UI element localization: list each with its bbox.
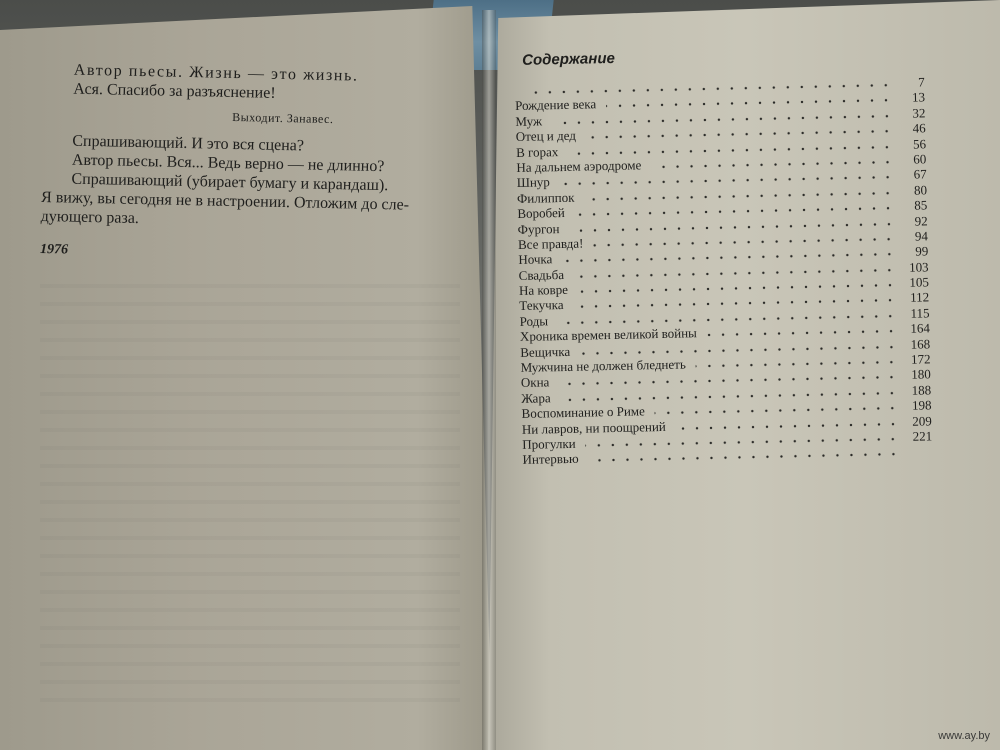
toc-entry-title: Шнур — [516, 174, 550, 191]
toc-entry-page: 7 — [918, 74, 925, 90]
toc-entry-page: 180 — [911, 366, 931, 383]
toc-entry-title: Муж — [515, 113, 543, 129]
toc-entry-title: Окна — [520, 374, 550, 391]
toc-entry-title: Текучка — [519, 297, 564, 314]
toc-entry-title: Воробей — [517, 205, 565, 222]
toc-leader-dots — [707, 329, 898, 337]
toc-entry-page: 115 — [910, 305, 930, 321]
toc-entry-page: 209 — [912, 412, 932, 429]
year-label: 1976 — [39, 241, 69, 258]
toc-entry-title: Отец и дед — [515, 127, 577, 145]
toc-entry-title: Фургон — [517, 220, 560, 237]
toc-entry-page: 32 — [912, 105, 926, 121]
toc-entry-title: Ночка — [518, 251, 553, 268]
toc-entry-title: Роды — [519, 313, 549, 329]
toc-entry-title: Ни лавров, ни поощрений — [521, 418, 666, 437]
toc-entry-title: На ковре — [518, 282, 569, 299]
toc-entry-page: 198 — [911, 397, 932, 413]
book-gutter — [482, 10, 496, 750]
text-line: Я вижу, вы сегодня не в настроении. Отложим до сле- — [40, 188, 410, 214]
toc-entry-page: 105 — [909, 274, 930, 290]
toc-entry-page: 56 — [912, 135, 927, 152]
left-page-text — [40, 60, 464, 268]
text-line: Спрашивающий (убирает бумагу и карандаш). — [71, 170, 389, 195]
speaker-line: Автор пьесы. Жизнь — это жизнь. — [73, 61, 359, 85]
toc-leader-dots — [696, 360, 899, 368]
toc-entry-page: 221 — [912, 428, 933, 444]
toc-entry-title: Воспоминание о Риме — [521, 403, 645, 422]
toc-entry-title: Рождение века — [514, 96, 597, 114]
toc-entry-page: 60 — [913, 151, 927, 167]
text-line: Спрашивающий. И это вся сцена? — [72, 132, 305, 155]
toc-entry-page: 99 — [915, 243, 929, 259]
stage-direction: Выходит. Занавес. — [232, 109, 334, 127]
bleed-through-text — [40, 270, 460, 710]
toc-entry-title: Хроника времен великой войны — [519, 325, 697, 345]
toc-entry-title: Интервью — [522, 451, 579, 468]
toc-title: Содержание — [521, 49, 616, 69]
toc-list — [515, 74, 933, 467]
toc-entry-page — [907, 456, 933, 457]
toc-entry-title: Свадьба — [518, 266, 565, 283]
toc-entry-page: 172 — [910, 351, 931, 367]
text-line: дующего раза. — [40, 207, 140, 228]
toc-entry-page: 164 — [910, 320, 931, 337]
text-line: Ася. Спасибо за разъяснение! — [73, 80, 276, 102]
toc-entry-page: 188 — [911, 382, 932, 398]
toc-entry-page: 67 — [913, 166, 927, 182]
toc-entry-title: Мужчина не должен бледнеть — [520, 356, 686, 375]
toc-entry-page: 94 — [914, 228, 929, 244]
toc-entry-page: 13 — [911, 89, 926, 106]
toc-entry-page: 85 — [914, 197, 928, 213]
text-line: Автор пьесы. Вся... Ведь верно — не длинно? — [71, 151, 385, 176]
toc-entry-title: В горах — [515, 143, 559, 160]
toc-entry-page: 92 — [914, 212, 928, 229]
toc-entry-page: 103 — [908, 259, 929, 275]
toc-entry-title: Все правда! — [517, 235, 584, 252]
watermark: www.ay.by — [938, 730, 990, 742]
toc-entry-title: Жара — [521, 390, 551, 406]
table-of-contents — [514, 43, 933, 467]
toc-entry-title: На дальнем аэродроме — [516, 157, 642, 175]
toc-entry-page: 168 — [910, 335, 931, 352]
toc-entry-page: 112 — [910, 289, 930, 306]
toc-entry-page: 46 — [912, 120, 926, 136]
toc-entry-page: 80 — [913, 182, 928, 198]
toc-entry-title: Филиппок — [516, 189, 575, 206]
toc-entry-title: Прогулки — [522, 435, 576, 452]
toc-entry-title: Вещичка — [520, 343, 571, 360]
